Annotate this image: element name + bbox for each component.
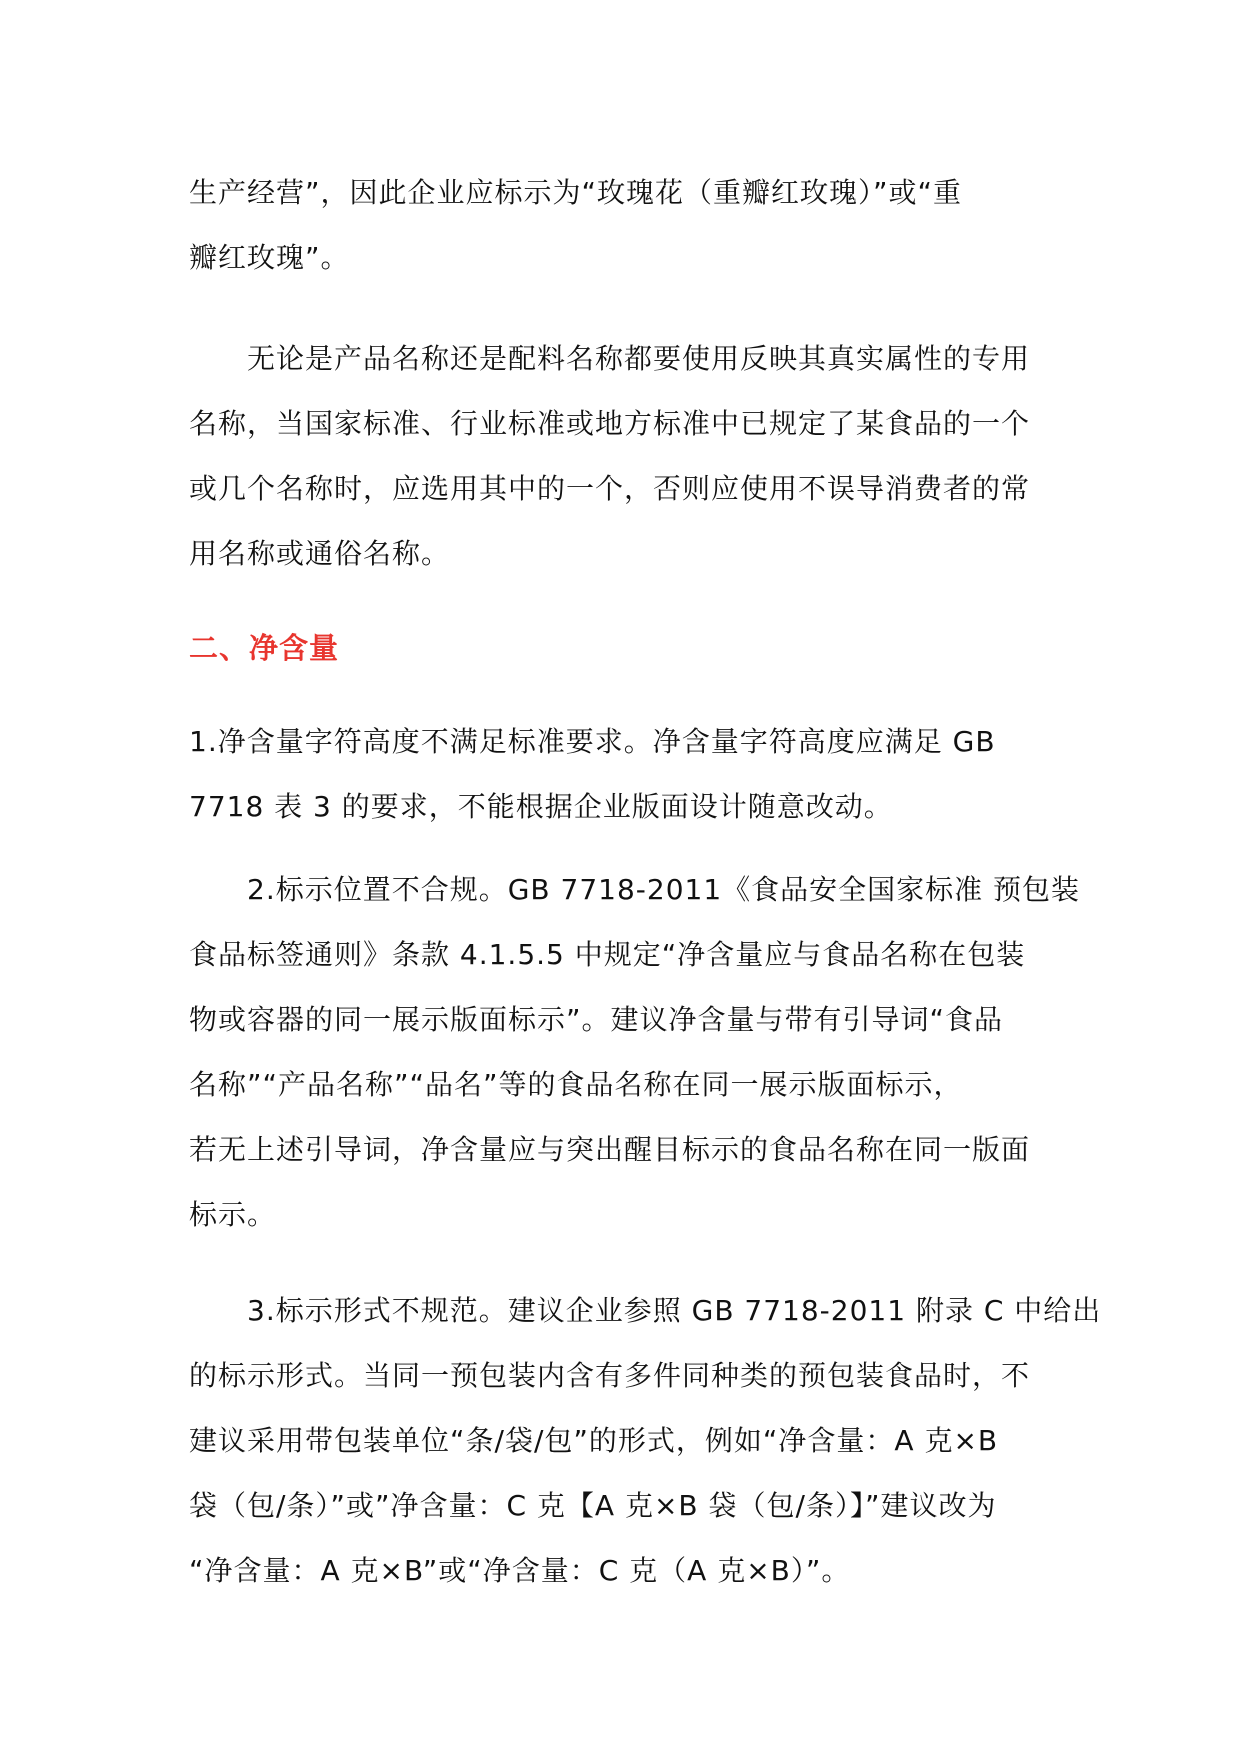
item-3-line-3: 建议采用带包装单位“条/袋/包”的形式，例如“净含量：A 克×B bbox=[189, 1424, 999, 1457]
paragraph-2-line-4: 用名称或通俗名称。 bbox=[189, 537, 451, 570]
paragraph-2-line-3: 或几个名称时，应选用其中的一个，否则应使用不误导消费者的常 bbox=[189, 472, 1031, 505]
item-3-line-2: 的标示形式。当同一预包装内含有多件同种类的预包装食品时，不 bbox=[189, 1359, 1031, 1392]
paragraph-2-line-1: 无论是产品名称还是配料名称都要使用反映其真实属性的专用 bbox=[189, 342, 1031, 375]
paragraph-1-line-1: 生产经营”，因此企业应标示为“玫瑰花（重瓣红玫瑰）”或“重 bbox=[189, 176, 963, 209]
section-heading: 二、净含量 bbox=[189, 631, 340, 665]
item-2-line-5: 若无上述引导词，净含量应与突出醒目标示的食品名称在同一版面 bbox=[189, 1133, 1031, 1166]
item-3-line-1: 3.标示形式不规范。建议企业参照 GB 7718-2011 附录 C 中给出 bbox=[189, 1294, 1102, 1327]
item-1-line-1: 1.净含量字符高度不满足标准要求。净含量字符高度应满足 GB bbox=[189, 725, 996, 758]
item-2-line-6: 标示。 bbox=[189, 1198, 277, 1231]
item-2-line-1: 2.标示位置不合规。GB 7718-2011《食品安全国家标准 预包装 bbox=[189, 873, 1081, 906]
paragraph-2-line-2: 名称，当国家标准、行业标准或地方标准中已规定了某食品的一个 bbox=[189, 407, 1031, 440]
paragraph-1-line-2: 瓣红玫瑰”。 bbox=[189, 241, 350, 274]
item-2-line-3: 物或容器的同一展示版面标示”。建议净含量与带有引导词“食品 bbox=[189, 1003, 1004, 1036]
item-3-line-5: “净含量：A 克×B”或“净含量：C 克（A 克×B）”。 bbox=[189, 1554, 851, 1587]
item-1-line-2: 7718 表 3 的要求，不能根据企业版面设计随意改动。 bbox=[189, 790, 893, 823]
item-3-line-4: 袋（包/条）”或”净含量：C 克【A 克×B 袋（包/条）】”建议改为 bbox=[189, 1489, 997, 1522]
item-2-line-4: 名称”“产品名称”“品名”等的食品名称在同一展示版面标示， bbox=[189, 1068, 963, 1101]
item-2-line-2: 食品标签通则》条款 4.1.5.5 中规定“净含量应与食品名称在包装 bbox=[189, 938, 1026, 971]
